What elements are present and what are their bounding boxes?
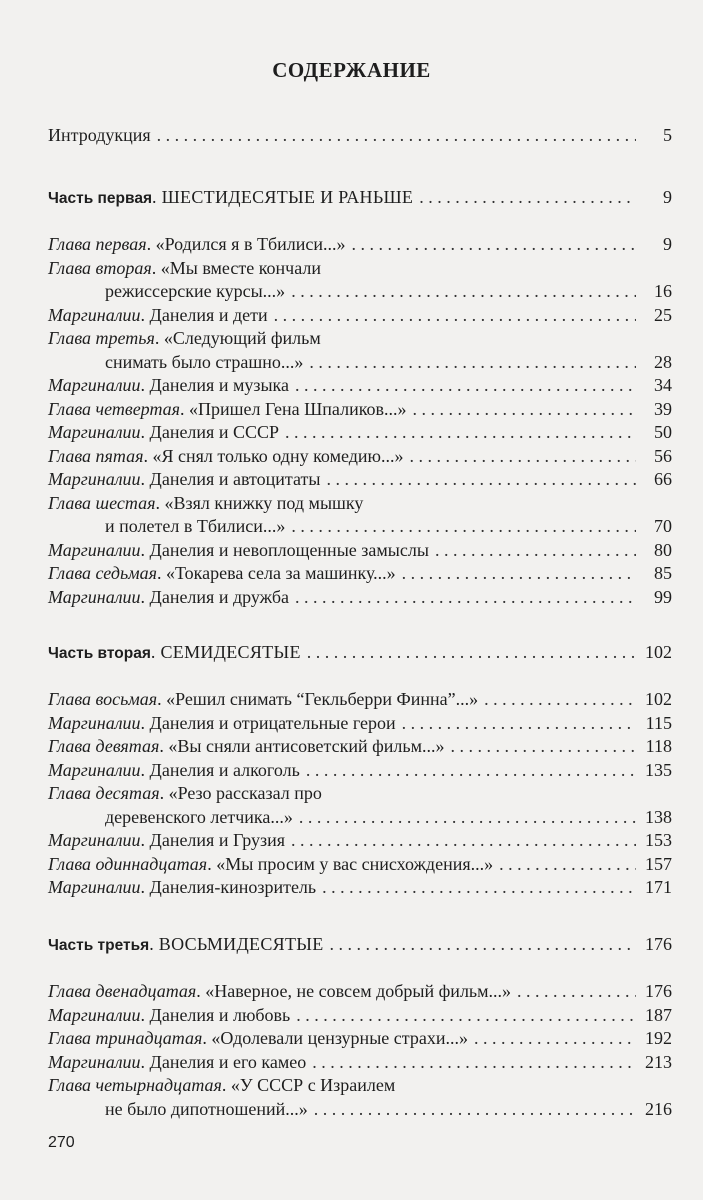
- entry-page: 153: [645, 830, 672, 850]
- leader-dots: [291, 828, 636, 852]
- entry-title: . Данелия и Грузия: [140, 830, 286, 850]
- leader-dots: [402, 711, 636, 735]
- part-title: . ВОСЬМИДЕСЯТЫЕ: [149, 934, 324, 954]
- leader-dots: [484, 687, 636, 711]
- toc-entry: [48, 711, 672, 735]
- entry-continuation: и полетел в Тбилиси...»: [105, 516, 286, 536]
- entry-page: 34: [654, 375, 672, 395]
- leader-dots: [330, 932, 636, 956]
- leader-dots: [291, 514, 636, 538]
- leader-dots: [314, 1097, 636, 1121]
- entry-page: 102: [645, 642, 672, 662]
- entry-page: 99: [654, 586, 672, 607]
- leader-dots: [285, 420, 636, 444]
- toc-entry: [48, 444, 672, 468]
- entry-kind: Маргиналии: [48, 375, 141, 395]
- toc-entry: [48, 585, 672, 609]
- entry-kind: Глава девятая: [48, 736, 160, 756]
- leader-dots: [291, 279, 636, 303]
- toc-entry: [48, 397, 672, 421]
- entry-page: 16: [654, 281, 672, 301]
- entry-title: . Данелия и отрицательные герои: [140, 712, 396, 733]
- entry-kind: Маргиналии: [48, 422, 141, 442]
- entry-kind: Маргиналии: [48, 1051, 141, 1072]
- leader-dots: [299, 805, 636, 829]
- entry-kind: Глава седьмая: [48, 563, 157, 583]
- leader-dots: [309, 350, 636, 374]
- entry-title: . Данелия и СССР: [140, 422, 279, 442]
- entry-page: 135: [645, 759, 672, 780]
- leader-dots: [499, 852, 636, 876]
- leader-dots: [409, 444, 636, 468]
- entry-title: . «Родился я в Тбилиси...»: [146, 234, 346, 254]
- entry-kind: Глава десятая: [48, 783, 160, 803]
- toc-entry: [48, 420, 672, 444]
- toc-entry: [48, 1050, 672, 1074]
- toc-entry: [48, 538, 672, 562]
- leader-dots: [413, 397, 636, 421]
- entry-continuation: снимать было страшно...»: [105, 351, 304, 372]
- entry-page: 118: [645, 736, 672, 756]
- entry-page: 28: [654, 351, 672, 372]
- toc-entry: [48, 1003, 672, 1027]
- entry-title: . Данелия и дети: [140, 304, 268, 325]
- part-heading-2: [48, 640, 672, 666]
- entry-title: . «Вы сняли антисоветский фильм...»: [159, 736, 445, 756]
- entry-kind: Глава четвертая: [48, 398, 181, 419]
- leader-dots: [450, 734, 636, 758]
- part-heading-3: [48, 932, 672, 958]
- entry-title: . Данелия и любовь: [140, 1004, 291, 1025]
- entry-page: 39: [654, 398, 672, 419]
- entry-page: 5: [663, 125, 672, 145]
- entry-page: 157: [645, 853, 672, 874]
- entry-page: 50: [654, 422, 672, 442]
- leader-dots: [517, 979, 636, 1003]
- toc-entry: [48, 467, 672, 491]
- entry-title: . «Я снял только одну комедию...»: [143, 445, 404, 466]
- leader-dots: [295, 373, 636, 397]
- leader-dots: [306, 758, 636, 782]
- toc-entry: [48, 373, 672, 397]
- leader-dots: [312, 1050, 636, 1074]
- entry-page: 176: [645, 981, 672, 1001]
- toc-entry: [105, 279, 672, 303]
- entry-kind: Глава первая: [48, 234, 147, 254]
- entry-page: 213: [645, 1051, 672, 1072]
- entry-label: Интродукция: [48, 125, 151, 145]
- entry-title: . Данелия и дружба: [140, 586, 289, 607]
- toc-entry: [105, 350, 672, 374]
- toc-entry: [48, 875, 672, 899]
- entry-kind: Маргиналии: [48, 830, 141, 850]
- entry-kind: Маргиналии: [48, 539, 141, 560]
- entry-page: 66: [654, 469, 672, 489]
- entry-title: . Данелия-кинозритель: [140, 877, 317, 897]
- toc-entry: [105, 805, 672, 829]
- entry-title: . «Мы просим у вас снисхождения...»: [207, 853, 494, 874]
- entry-page: 80: [654, 539, 672, 560]
- entry-page: 176: [645, 934, 672, 954]
- toc-entry: [105, 1097, 672, 1121]
- toc-entry-intro: [48, 123, 672, 147]
- entry-kind: Глава пятая: [48, 445, 144, 466]
- part-label: Часть третья: [48, 937, 150, 954]
- entry-title: . «Следующий фильм: [154, 328, 321, 348]
- toc-entry: [48, 828, 672, 852]
- entry-title: . Данелия и автоцитаты: [140, 469, 321, 489]
- entry-kind: Маргиналии: [48, 877, 141, 897]
- entry-kind: Глава восьмая: [48, 689, 158, 709]
- entry-kind: Глава одиннадцатая: [48, 853, 208, 874]
- entry-kind: Маргиналии: [48, 586, 141, 607]
- entry-title: . Данелия и его камео: [140, 1051, 307, 1072]
- toc-entry-line: [48, 326, 321, 350]
- entry-title: . «Мы вместе кончали: [151, 257, 321, 278]
- leader-dots: [351, 232, 636, 256]
- entry-kind: Маргиналии: [48, 304, 141, 325]
- toc-entry-line: [48, 1073, 395, 1097]
- entry-title: . «Резо рассказал про: [159, 783, 322, 803]
- entry-title: . «Решил снимать “Гекльберри Финна”...»: [157, 689, 479, 709]
- entry-title: . «Наверное, не совсем добрый фильм...»: [196, 981, 512, 1001]
- entry-page: 138: [645, 806, 672, 827]
- entry-kind: Маргиналии: [48, 1004, 141, 1025]
- toc-entry-line: [48, 256, 321, 280]
- entry-title: . «Взял книжку под мышку: [155, 492, 364, 513]
- toc-entry: [48, 232, 672, 256]
- page-title: СОДЕРЖАНИЕ: [272, 58, 431, 82]
- toc-entry-line: [48, 491, 363, 515]
- entry-kind: Глава третья: [48, 328, 155, 348]
- entry-page: 56: [654, 445, 672, 466]
- entry-page: 216: [645, 1098, 672, 1119]
- entry-page: 70: [654, 516, 672, 536]
- leader-dots: [419, 185, 636, 209]
- entry-title: . «Одолевали цензурные страхи...»: [202, 1028, 468, 1048]
- toc-entry: [48, 758, 672, 782]
- entry-kind: Глава двенадцатая: [48, 981, 197, 1001]
- leader-dots: [307, 640, 636, 664]
- entry-title: . «Пришел Гена Шпаликов...»: [180, 398, 407, 419]
- entry-continuation: режиссерские курсы...»: [105, 281, 286, 301]
- leader-dots: [435, 538, 636, 562]
- leader-dots: [322, 875, 636, 899]
- entry-page: 115: [645, 712, 672, 733]
- part-title: . СЕМИДЕСЯТЫЕ: [150, 642, 301, 662]
- toc-entry: [48, 1026, 672, 1050]
- leader-dots: [402, 561, 636, 585]
- entry-page: 171: [645, 877, 672, 897]
- leader-dots: [274, 303, 636, 327]
- leader-dots: [474, 1026, 636, 1050]
- entry-title: . Данелия и алкоголь: [140, 759, 300, 780]
- part-title: . ШЕСТИДЕСЯТЫЕ И РАНЬШЕ: [152, 187, 414, 207]
- entry-page: 85: [654, 563, 672, 583]
- entry-kind: Маргиналии: [48, 469, 141, 489]
- entry-kind: Глава вторая: [48, 257, 152, 278]
- toc-entry: [48, 303, 672, 327]
- part-heading-1: [48, 185, 672, 211]
- toc-entry: [48, 734, 672, 758]
- toc-entry: [48, 561, 672, 585]
- part-label: Часть вторая: [48, 645, 151, 662]
- entry-continuation: не было дипотношений...»: [105, 1098, 308, 1119]
- entry-title: . Данелия и невоплощенные замыслы: [140, 539, 429, 560]
- entry-kind: Маргиналии: [48, 759, 141, 780]
- entry-page: 192: [645, 1028, 672, 1048]
- leader-dots: [326, 467, 636, 491]
- entry-kind: Маргиналии: [48, 712, 141, 733]
- toc-entry: [48, 687, 672, 711]
- entry-title: . Данелия и музыка: [140, 375, 290, 395]
- toc-entry: [48, 852, 672, 876]
- toc-entry: [105, 514, 672, 538]
- leader-dots: [295, 585, 636, 609]
- entry-kind: Глава шестая: [48, 492, 156, 513]
- entry-continuation: деревенского летчика...»: [105, 806, 293, 827]
- entry-title: . «У СССР с Израилем: [221, 1075, 396, 1095]
- entry-kind: Глава четырнадцатая: [48, 1075, 222, 1095]
- page-number: 270: [48, 1134, 75, 1151]
- entry-kind: Глава тринадцатая: [48, 1028, 203, 1048]
- part-label: Часть первая: [48, 190, 152, 207]
- entry-page: 9: [663, 187, 672, 207]
- leader-dots: [296, 1003, 636, 1027]
- entry-page: 25: [654, 304, 672, 325]
- entry-page: 187: [645, 1004, 672, 1025]
- entry-page: 102: [645, 689, 672, 709]
- entry-title: . «Токарева села за машинку...»: [156, 563, 396, 583]
- toc-entry: [48, 979, 672, 1003]
- toc-entry-line: [48, 781, 322, 805]
- leader-dots: [157, 123, 636, 147]
- entry-page: 9: [663, 234, 672, 254]
